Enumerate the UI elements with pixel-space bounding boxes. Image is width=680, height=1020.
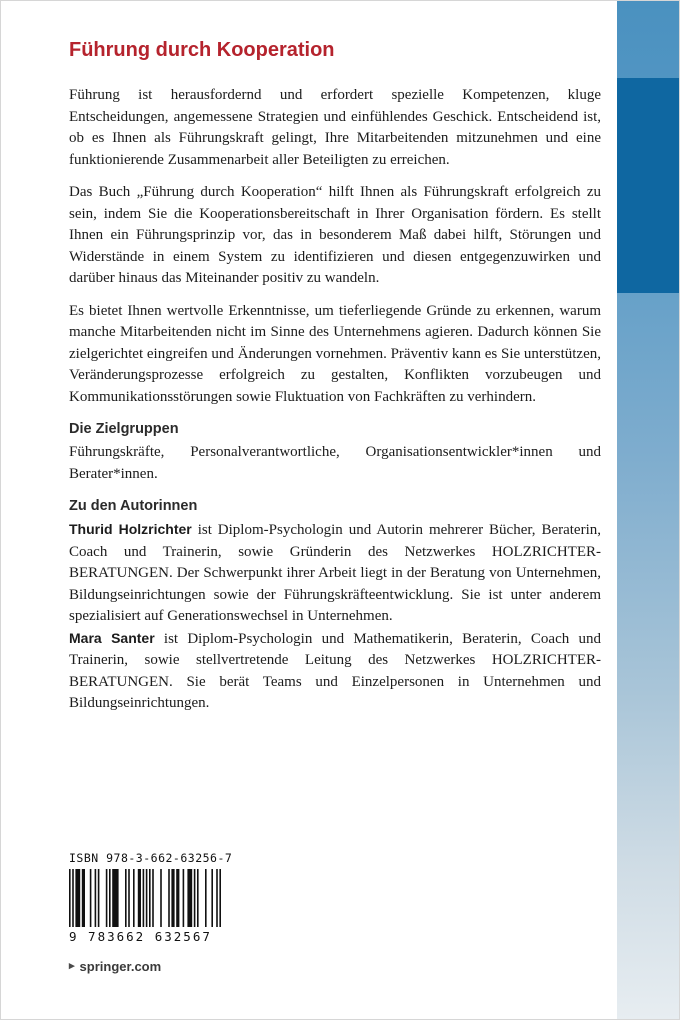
author-1-bio <box>69 519 601 628</box>
springer-arrow-icon: ▸ <box>69 960 75 972</box>
author-2-text: ist Diplom-Psychologin und Mathematikerin, Beraterin, Coach und Trainerin, sowie stellvertretende Leitung des Netzwerkes HOLZRICHTER-BERATUNGEN. Sie berät Teams und Einzelpersonen in Unternehmen und Bildungseinrichtungen. <box>69 630 601 711</box>
blurb-paragraph-2: Das Buch „Führung durch Kooperation“ hilft Ihnen als Führungskraft erfolgreich zu sein, indem Sie die Kooperationsbereitschaft in Ihrer Organisation fördern. Es stellt Ihnen ein Führungsprinzip vor, das in besonderem Maß dabei hilft, Störungen und Widerstände in einem System zu identifizieren und diesen entgegenzuwirken und darüber hinaus das Miteinander positiv zu wandeln. <box>69 184 601 286</box>
dark-blue-accent-box <box>617 78 679 293</box>
isbn-block <box>69 851 245 944</box>
isbn-digits: 9 783662 632567 <box>69 929 212 944</box>
authors-block <box>69 519 601 715</box>
author-1-name: Thurid Holzrichter <box>69 521 192 537</box>
target-groups-text: Führungskräfte, Personalverantwortliche, Organisationsentwickler*innen und Berater*innen. <box>69 444 601 482</box>
blurb-paragraph-1: Führung ist herausfordernd und erfordert spezielle Kompetenzen, kluge Entscheidungen, angemessene Strategien und einfühlendes Geschick. Entscheidend ist, ob es Ihnen als Führungskraft gelingt, Ihre Mitarbeitenden mitzunehmen und eine funktionierende Zusammenarbeit aller Beteiligten zu erreichen. <box>69 87 601 168</box>
blurb-paragraph-3: Es bietet Ihnen wertvolle Erkenntnisse, um tieferliegende Gründe zu erkennen, warum manche Mitarbeitenden nicht im Sinne des Unternehmens agieren. Dadurch können Sie zielgerichtet eingreifen und Änderungen vornehmen. Präventiv kann es Sie unterstützen, Veränderungsprozesse erfolgreich zu gestalten, Konflikten vorzubeugen und Kommunikationsstörungen sowie Fluktuation von Fachkräften zu verhindern. <box>69 302 601 405</box>
barcode <box>69 869 221 927</box>
book-title: Führung durch Kooperation <box>69 39 335 61</box>
author-1-text: ist Diplom-Psychologin und Autorin mehrerer Bücher, Beraterin, Coach und Trainerin, sowie Gründerin des Netzwerkes HOLZRICHTER-BERATUNGEN. Der Schwerpunkt ihrer Arbeit liegt in der Beratung von Unternehmen, Bildungseinrichtungen sowie der Führungskräfteentwicklung. Sie ist unter anderem spezialisiert auf Generationswechsel in Unternehmen. <box>69 522 601 624</box>
isbn-label: ISBN 978-3-662-63256-7 <box>69 851 233 865</box>
cover-content <box>69 37 601 715</box>
author-2-name: Mara Santer <box>69 629 155 646</box>
author-2-bio <box>69 628 601 715</box>
footer <box>69 959 161 974</box>
authors-heading: Zu den Autorinnen <box>69 498 198 514</box>
springer-url: springer.com <box>79 959 162 974</box>
target-groups-heading: Die Zielgruppen <box>69 421 179 437</box>
